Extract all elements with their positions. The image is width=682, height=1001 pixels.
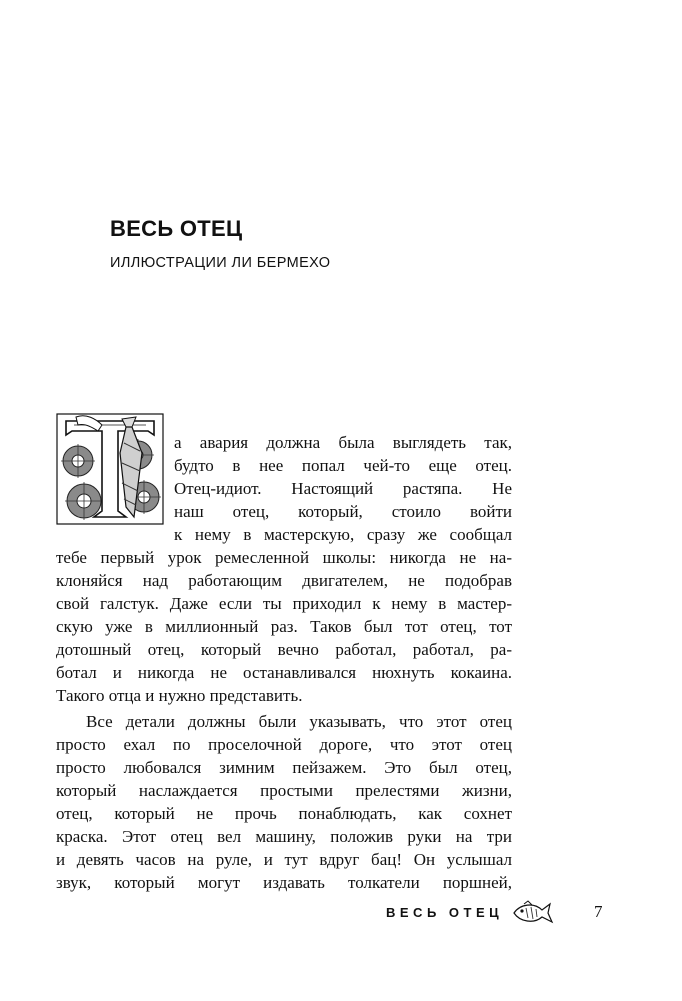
fish-ornament-icon	[510, 900, 554, 926]
story-title: ВЕСЬ ОТЕЦ	[110, 216, 243, 241]
text-line: Такого отца и нужно представить.	[56, 686, 303, 705]
text-line: клоняйся над работающим двигателем, не подобрав	[56, 571, 512, 590]
text-line: просто ехал по проселочной дороге, что этот отец	[56, 735, 512, 754]
text-line: Отец-идиот. Настоящий растяпа. Не	[174, 479, 512, 498]
running-footer-title: ВЕСЬ ОТЕЦ	[386, 905, 504, 920]
text-line: Все детали должны были указывать, что этот отец	[86, 712, 512, 731]
text-line: будто в нее попал чей-то еще отец.	[174, 456, 512, 475]
text-line: просто любовался зимним пейзажем. Это был отец,	[56, 758, 512, 777]
text-line: а авария должна была выглядеть так,	[174, 433, 512, 452]
text-line: ботал и никогда не останавливался нюхнуть кокаина.	[56, 663, 512, 682]
text-line: скую уже в миллионный раз. Таков был тот отец, тот	[56, 617, 512, 636]
text-line: свой галстук. Даже если ты приходил к нему в мастер-	[56, 594, 512, 613]
illustrator-credit: ИЛЛЮСТРАЦИИ ЛИ БЕРМЕХО	[110, 255, 331, 271]
text-line: отец, который не прочь понаблюдать, как сохнет	[56, 804, 512, 823]
text-line: тебе первый урок ремесленной школы: никогда не на-	[56, 548, 512, 567]
text-line: краска. Этот отец вел машину, положив руки на три	[56, 827, 512, 846]
text-line: дотошный отец, который вечно работал, работал, ра-	[56, 640, 512, 659]
text-line: к нему в мастерскую, сразу же сообщал	[174, 525, 512, 544]
page-number: 7	[594, 902, 603, 921]
dropcap-illustration	[56, 413, 164, 525]
text-line: который наслаждается простыми прелестями жизни,	[56, 781, 512, 800]
text-line: звук, который могут издавать толкатели поршней,	[56, 873, 512, 892]
text-line: наш отец, который, стоило войти	[174, 502, 512, 521]
text-line: и девять часов на руле, и тут вдруг бац! Он услышал	[56, 850, 512, 869]
